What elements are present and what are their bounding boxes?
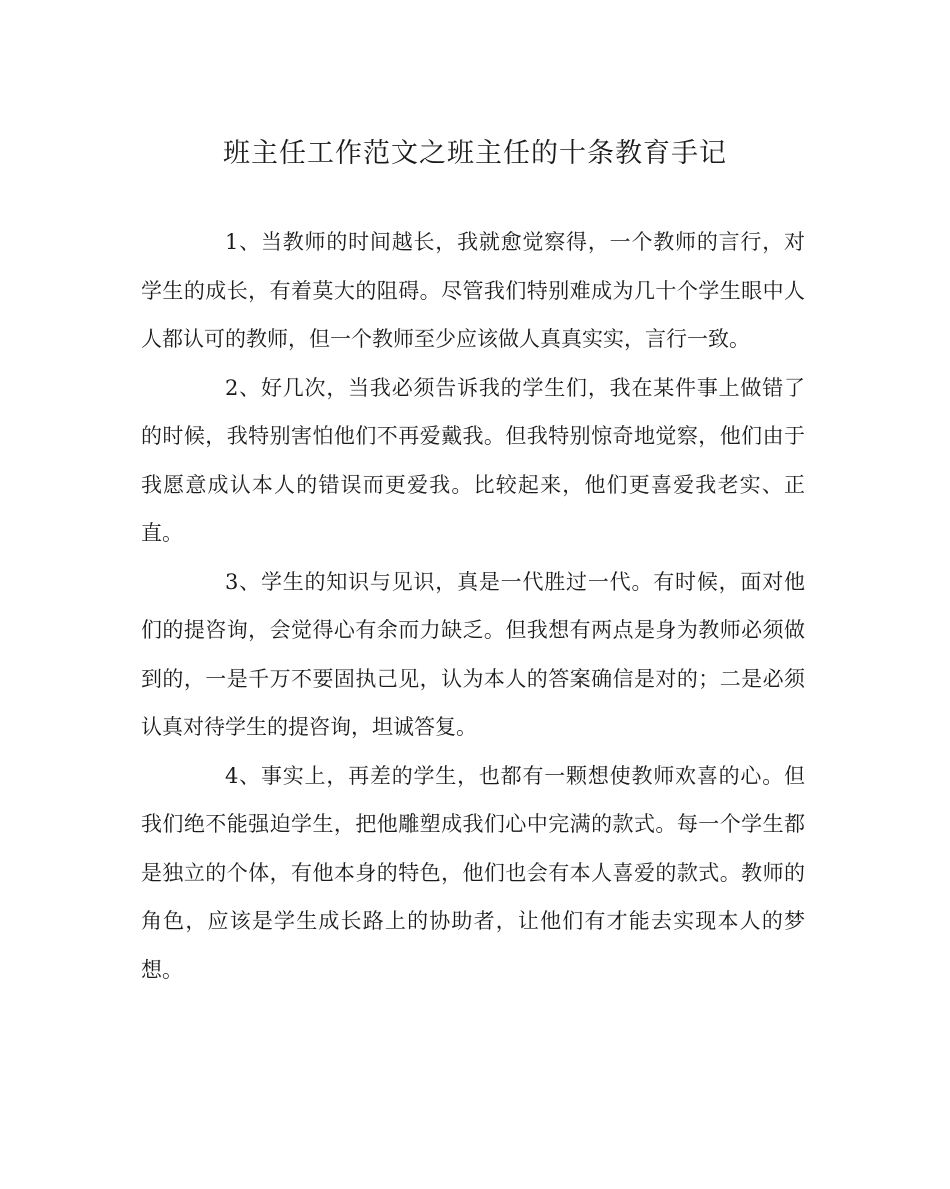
paragraph-3: 3、学生的知识与见识，真是一代胜过一代。有时候，面对他们的提咨询，会觉得心有余而力缺乏。但我想有两点是身为教师必须做到的，一是千万不要固执己见，认为本人的答案确信是对的；二是必须认真对待学生的提咨询，坦诚答复。 <box>141 569 805 739</box>
document-body <box>141 218 805 994</box>
paragraph-4: 4、事实上，再差的学生，也都有一颗想使教师欢喜的心。但我们绝不能强迫学生，把他雕塑成我们心中完满的款式。每一个学生都是独立的个体，有他本身的特色，他们也会有本人喜爱的款式。教师的角色，应该是学生成长路上的协助者，让他们有才能去实现本人的梦想。 <box>141 763 805 982</box>
paragraph-2: 2、好几次，当我必须告诉我的学生们，我在某件事上做错了的时候，我特别害怕他们不再爱戴我。但我特别惊奇地觉察，他们由于我愿意成认本人的错误而更爱我。比较起来，他们更喜爱我老实、正直。 <box>141 375 805 545</box>
paragraph-1: 1、当教师的时间越长，我就愈觉察得，一个教师的言行，对学生的成长，有着莫大的阻碍。尽管我们特别难成为几十个学生眼中人人都认可的教师，但一个教师至少应该做人真真实实，言行一致。 <box>141 230 805 351</box>
document-title: 班主任工作范文之班主任的十条教育手记 <box>223 138 727 169</box>
